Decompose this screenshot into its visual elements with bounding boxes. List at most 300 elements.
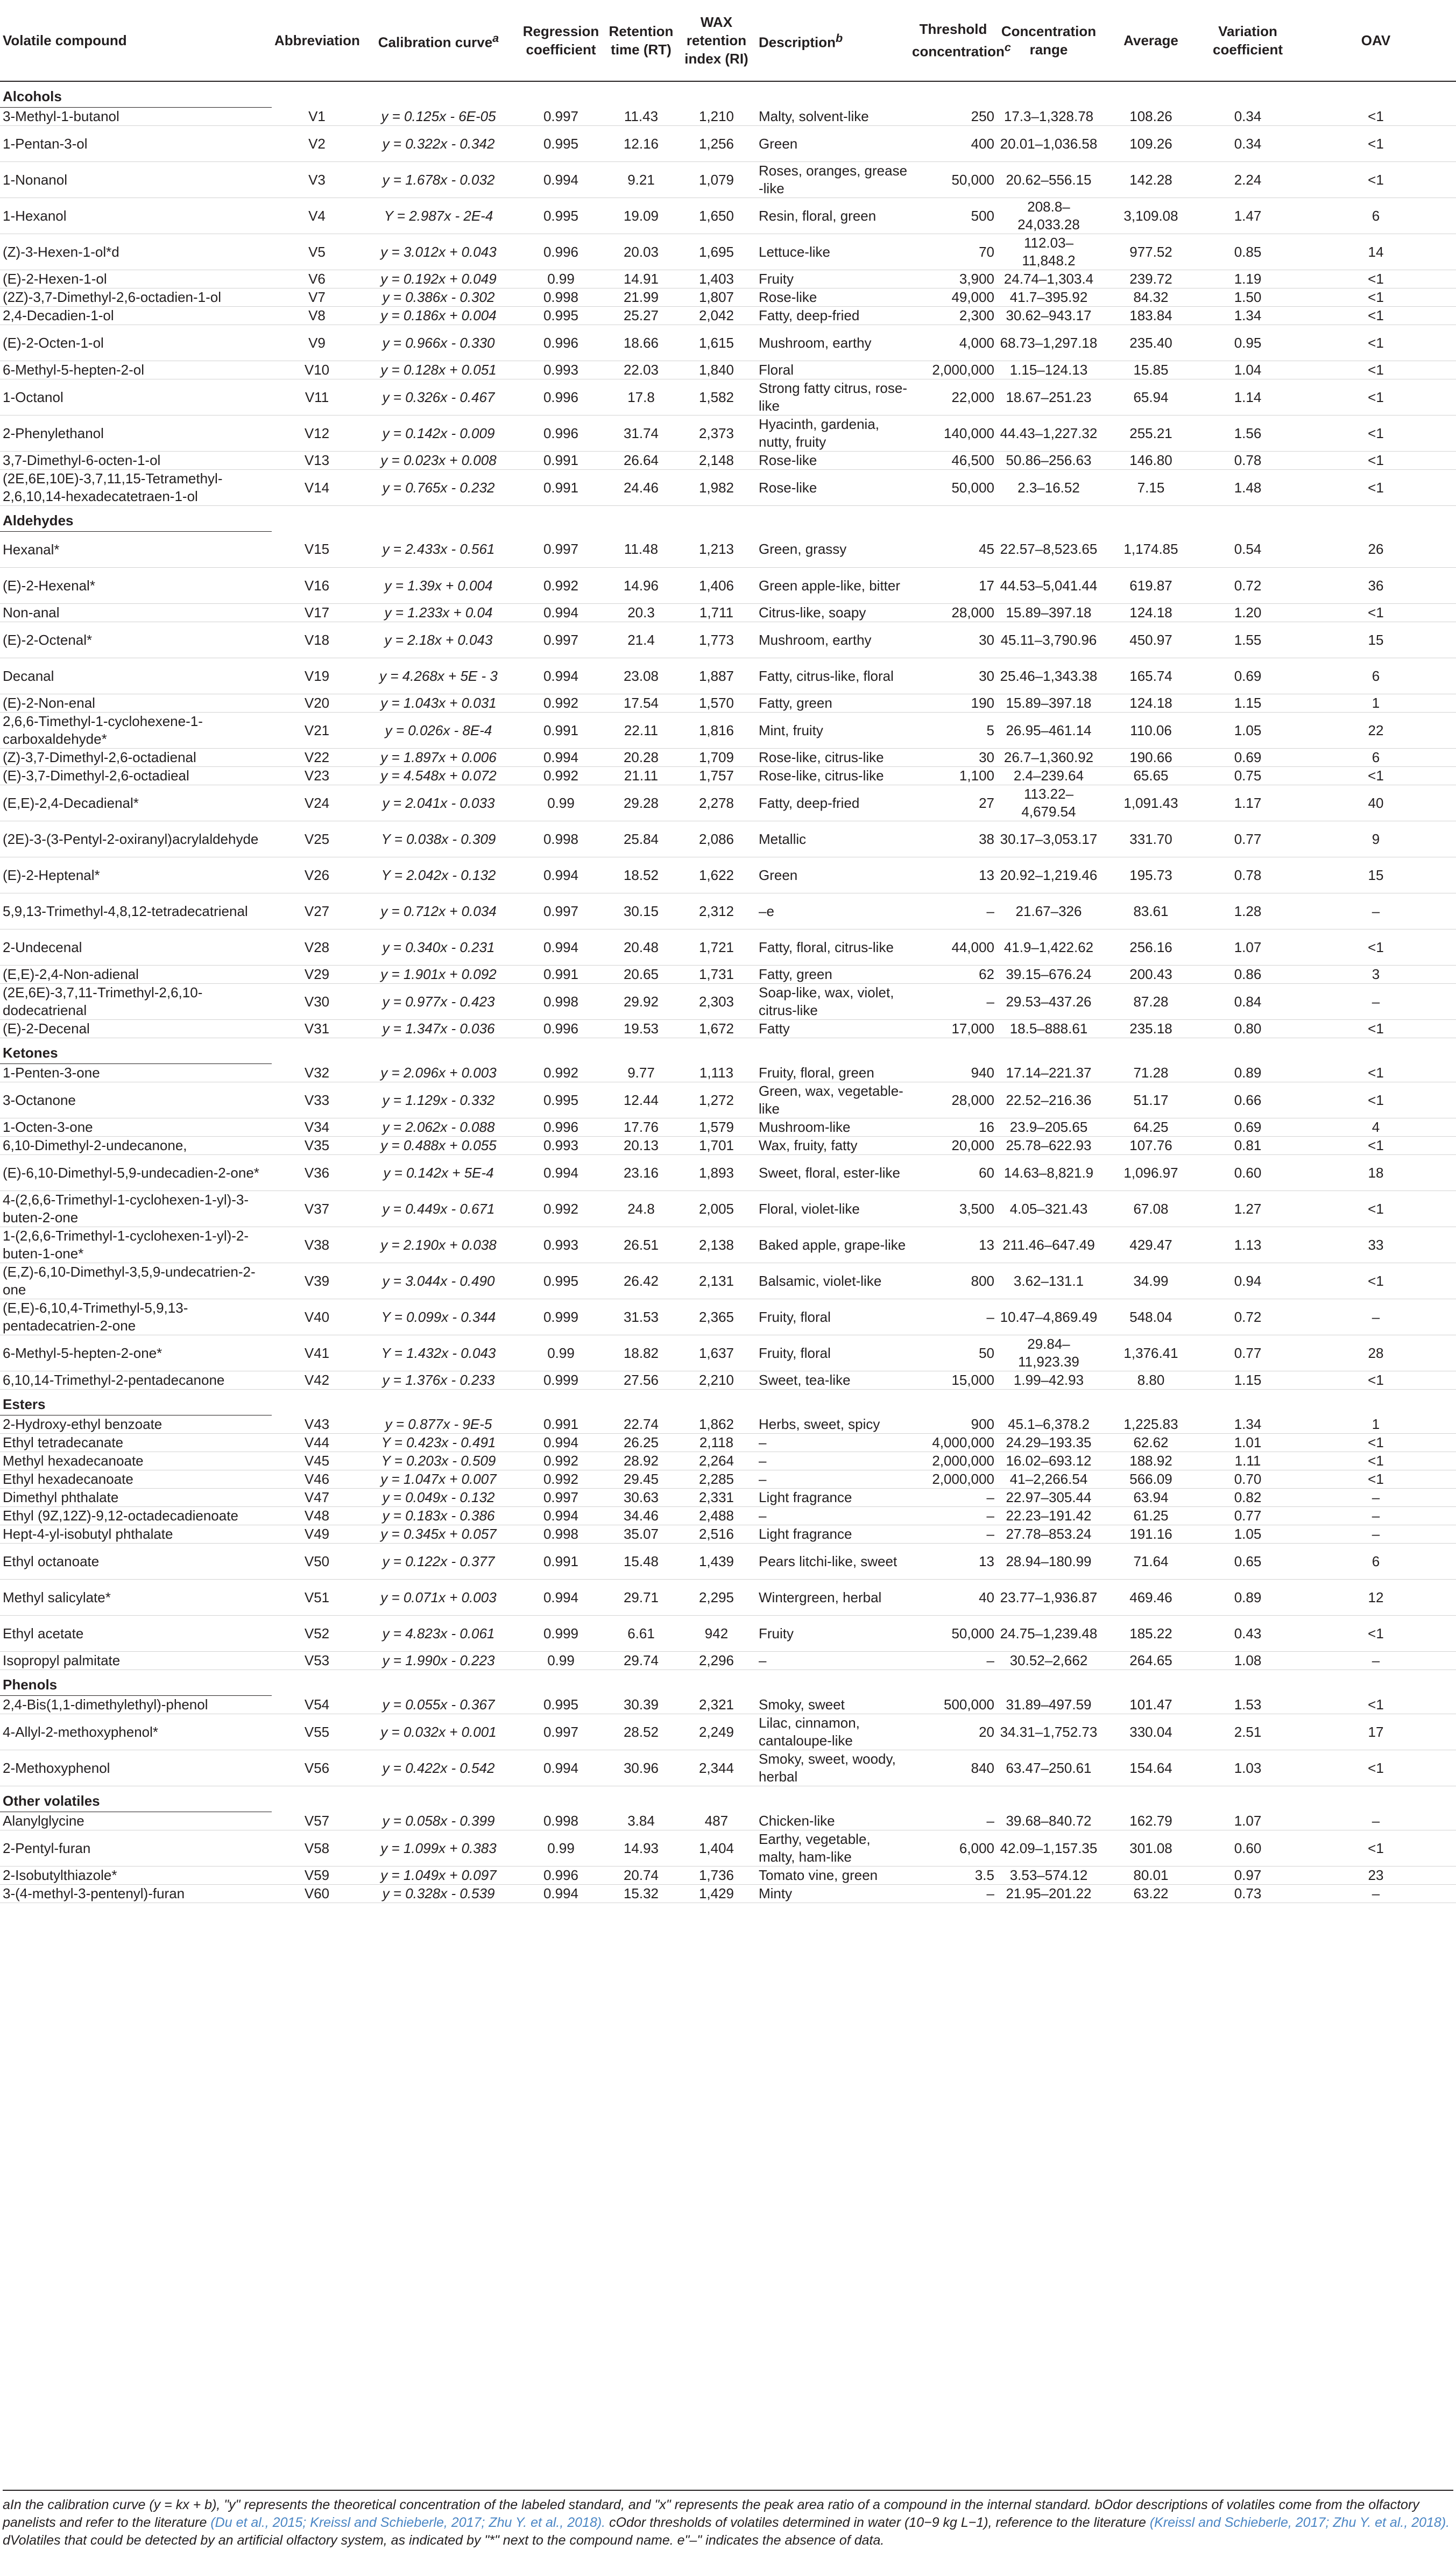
cell-wax-index: 2,488 — [675, 1507, 756, 1525]
cell-threshold: 3,900 — [909, 270, 995, 288]
footnote-e: e"–" indicates the absence of data. — [677, 2533, 885, 2548]
cell-retention-time: 29.28 — [605, 785, 675, 821]
cell-concentration-range: 16.02–693.12 — [995, 1452, 1100, 1470]
cell-average: 87.28 — [1100, 984, 1200, 1020]
cell-variation: 2.51 — [1200, 1714, 1294, 1750]
table-row — [0, 1580, 1456, 1616]
cell-abbreviation: V56 — [272, 1750, 361, 1786]
cell-regression: 0.998 — [515, 1812, 605, 1830]
table-row — [0, 108, 1456, 126]
cell-threshold: 28,000 — [909, 1082, 995, 1118]
cell-average: 61.25 — [1100, 1507, 1200, 1525]
cell-compound: Methyl hexadecanoate — [0, 1452, 272, 1470]
cell-average: 63.94 — [1100, 1489, 1200, 1507]
cell-regression: 0.992 — [515, 568, 605, 604]
cell-average: 331.70 — [1100, 821, 1200, 857]
cell-abbreviation: V10 — [272, 361, 361, 379]
cell-average: 63.22 — [1100, 1885, 1200, 1903]
cell-regression: 0.995 — [515, 198, 605, 234]
cell-wax-index: 1,709 — [675, 749, 756, 767]
cell-description: Rose-like — [756, 288, 909, 307]
cell-oav: <1 — [1294, 379, 1456, 415]
cell-average: 124.18 — [1100, 604, 1200, 622]
cell-compound: 4-(2,6,6-Trimethyl-1-cyclohexen-1-yl)-3-buten-2-one — [0, 1191, 272, 1227]
cell-retention-time: 12.16 — [605, 126, 675, 162]
cell-compound: 2,4-Bis(1,1-dimethylethyl)-phenol — [0, 1696, 272, 1714]
cell-concentration-range: 41.9–1,422.62 — [995, 929, 1100, 966]
cell-regression: 0.994 — [515, 658, 605, 694]
table-row — [0, 162, 1456, 198]
cell-calibration-curve: y = 0.422x - 0.542 — [361, 1750, 515, 1786]
cell-oav: <1 — [1294, 108, 1456, 126]
cell-retention-time: 28.52 — [605, 1714, 675, 1750]
cell-regression: 0.992 — [515, 1452, 605, 1470]
cell-calibration-curve: y = 0.142x + 5E-4 — [361, 1155, 515, 1191]
cell-average: 619.87 — [1100, 568, 1200, 604]
cell-compound: 2-Pentyl-furan — [0, 1830, 272, 1866]
cell-compound: (2E,6E,10E)-3,7,11,15-Tetramethyl-2,6,10,14-hexadecatetraen-1-ol — [0, 470, 272, 506]
cell-description: Fatty, green — [756, 966, 909, 984]
cell-abbreviation: V7 — [272, 288, 361, 307]
cell-calibration-curve: y = 0.183x - 0.386 — [361, 1507, 515, 1525]
cell-calibration-curve: y = 1.678x - 0.032 — [361, 162, 515, 198]
cell-average: 1,091.43 — [1100, 785, 1200, 821]
cell-threshold: 4,000 — [909, 325, 995, 361]
cell-regression: 0.992 — [515, 1064, 605, 1082]
cell-variation: 1.56 — [1200, 415, 1294, 452]
cell-regression: 0.991 — [515, 966, 605, 984]
cell-wax-index: 1,429 — [675, 1885, 756, 1903]
table-row — [0, 1452, 1456, 1470]
cell-regression: 0.994 — [515, 1750, 605, 1786]
table-row — [0, 568, 1456, 604]
cell-regression: 0.996 — [515, 415, 605, 452]
cell-abbreviation: V33 — [272, 1082, 361, 1118]
cell-calibration-curve: y = 2.18x + 0.043 — [361, 622, 515, 658]
cell-concentration-range: 3.53–574.12 — [995, 1866, 1100, 1885]
cell-retention-time: 30.39 — [605, 1696, 675, 1714]
cell-concentration-range: 20.92–1,219.46 — [995, 857, 1100, 893]
cell-oav: <1 — [1294, 1371, 1456, 1390]
cell-calibration-curve: y = 0.071x + 0.003 — [361, 1580, 515, 1616]
cell-concentration-range: 22.57–8,523.65 — [995, 532, 1100, 568]
cell-threshold: 28,000 — [909, 604, 995, 622]
cell-compound: Hept-4-yl-isobutyl phthalate — [0, 1525, 272, 1544]
cell-average: 1,225.83 — [1100, 1415, 1200, 1434]
cell-variation: 0.81 — [1200, 1137, 1294, 1155]
section-header-row — [0, 81, 1456, 108]
cell-compound: (2E)-3-(3-Pentyl-2-oxiranyl)acrylaldehyde — [0, 821, 272, 857]
cell-average: 429.47 — [1100, 1227, 1200, 1263]
cell-wax-index: 1,672 — [675, 1020, 756, 1038]
cell-variation: 1.03 — [1200, 1750, 1294, 1786]
cell-concentration-range: 21.95–201.22 — [995, 1885, 1100, 1903]
cell-variation: 1.01 — [1200, 1434, 1294, 1452]
cell-regression: 0.998 — [515, 288, 605, 307]
cell-abbreviation: V5 — [272, 234, 361, 270]
cell-concentration-range: 23.9–205.65 — [995, 1118, 1100, 1137]
cell-regression: 0.994 — [515, 1885, 605, 1903]
cell-threshold: – — [909, 893, 995, 929]
cell-threshold: 70 — [909, 234, 995, 270]
cell-compound: 5,9,13-Trimethyl-4,8,12-tetradecatrienal — [0, 893, 272, 929]
table-row — [0, 1434, 1456, 1452]
cell-variation: 0.77 — [1200, 1507, 1294, 1525]
cell-oav: <1 — [1294, 929, 1456, 966]
cell-abbreviation: V11 — [272, 379, 361, 415]
cell-calibration-curve: y = 1.990x - 0.223 — [361, 1652, 515, 1670]
cell-regression: 0.996 — [515, 1866, 605, 1885]
cell-wax-index: 1,439 — [675, 1544, 756, 1580]
cell-wax-index: 2,278 — [675, 785, 756, 821]
cell-wax-index: 2,249 — [675, 1714, 756, 1750]
cell-concentration-range: 30.62–943.17 — [995, 307, 1100, 325]
cell-average: 185.22 — [1100, 1616, 1200, 1652]
cell-retention-time: 22.11 — [605, 713, 675, 749]
cell-average: 64.25 — [1100, 1118, 1200, 1137]
cell-compound: 2-Methoxyphenol — [0, 1750, 272, 1786]
cell-compound: Hexanal* — [0, 532, 272, 568]
cell-compound: 2-Phenylethanol — [0, 415, 272, 452]
cell-regression: 0.995 — [515, 1263, 605, 1299]
cell-wax-index: 2,321 — [675, 1696, 756, 1714]
cell-abbreviation: V45 — [272, 1452, 361, 1470]
cell-compound: 4-Allyl-2-methoxyphenol* — [0, 1714, 272, 1750]
cell-calibration-curve: y = 4.823x - 0.061 — [361, 1616, 515, 1652]
cell-calibration-curve: Y = 0.423x - 0.491 — [361, 1434, 515, 1452]
cell-compound: 2-Undecenal — [0, 929, 272, 966]
cell-regression: 0.996 — [515, 379, 605, 415]
cell-wax-index: 1,403 — [675, 270, 756, 288]
cell-threshold: 44,000 — [909, 929, 995, 966]
cell-retention-time: 18.52 — [605, 857, 675, 893]
cell-concentration-range: 26.7–1,360.92 — [995, 749, 1100, 767]
footnote-b-refs[interactable]: (Du et al., 2015; Kreissl and Schieberle, 2017; Zhu Y. et al., 2018). — [210, 2515, 606, 2530]
table-row — [0, 379, 1456, 415]
cell-variation: 1.15 — [1200, 1371, 1294, 1390]
table-row — [0, 1155, 1456, 1191]
cell-concentration-range: 15.89–397.18 — [995, 694, 1100, 713]
cell-calibration-curve: y = 2.041x - 0.033 — [361, 785, 515, 821]
cell-oav: 33 — [1294, 1227, 1456, 1263]
cell-description: Tomato vine, green — [756, 1866, 909, 1885]
table-row — [0, 1415, 1456, 1434]
cell-oav: <1 — [1294, 1263, 1456, 1299]
cell-description: Wax, fruity, fatty — [756, 1137, 909, 1155]
cell-average: 15.85 — [1100, 361, 1200, 379]
table-row — [0, 713, 1456, 749]
cell-oav: 6 — [1294, 1544, 1456, 1580]
cell-concentration-range: 112.03–11,848.2 — [995, 234, 1100, 270]
cell-concentration-range: 113.22–4,679.54 — [995, 785, 1100, 821]
cell-abbreviation: V57 — [272, 1812, 361, 1830]
cell-wax-index: 2,516 — [675, 1525, 756, 1544]
cell-oav: 36 — [1294, 568, 1456, 604]
cell-regression: 0.997 — [515, 532, 605, 568]
cell-compound: (E)-3,7-Dimethyl-2,6-octadieal — [0, 767, 272, 785]
cell-threshold: 62 — [909, 966, 995, 984]
cell-retention-time: 35.07 — [605, 1525, 675, 1544]
cell-threshold: – — [909, 1525, 995, 1544]
cell-compound: Ethyl hexadecanoate — [0, 1470, 272, 1489]
table-row — [0, 307, 1456, 325]
section-title: Esters — [0, 1390, 272, 1415]
header-row — [0, 0, 1456, 81]
section-title: Ketones — [0, 1038, 272, 1064]
cell-retention-time: 18.66 — [605, 325, 675, 361]
cell-variation: 0.94 — [1200, 1263, 1294, 1299]
cell-variation: 1.15 — [1200, 694, 1294, 713]
cell-retention-time: 11.48 — [605, 532, 675, 568]
cell-variation: 1.07 — [1200, 929, 1294, 966]
cell-variation: 0.80 — [1200, 1020, 1294, 1038]
cell-calibration-curve: y = 0.192x + 0.049 — [361, 270, 515, 288]
cell-threshold: 27 — [909, 785, 995, 821]
cell-wax-index: 1,637 — [675, 1335, 756, 1371]
cell-oav: 14 — [1294, 234, 1456, 270]
table-row — [0, 966, 1456, 984]
cell-description: Rose-like — [756, 470, 909, 506]
cell-abbreviation: V28 — [272, 929, 361, 966]
cell-description: Chicken-like — [756, 1812, 909, 1830]
section-spacer — [272, 1786, 1456, 1812]
cell-calibration-curve: y = 1.049x + 0.097 — [361, 1866, 515, 1885]
cell-retention-time: 28.92 — [605, 1452, 675, 1470]
cell-regression: 0.992 — [515, 1191, 605, 1227]
cell-retention-time: 14.93 — [605, 1830, 675, 1866]
cell-abbreviation: V6 — [272, 270, 361, 288]
cell-description: Mushroom, earthy — [756, 622, 909, 658]
cell-calibration-curve: y = 0.386x - 0.302 — [361, 288, 515, 307]
cell-regression: 0.996 — [515, 234, 605, 270]
cell-concentration-range: 22.23–191.42 — [995, 1507, 1100, 1525]
table-row — [0, 270, 1456, 288]
cell-compound: 3,7-Dimethyl-6-octen-1-ol — [0, 452, 272, 470]
cell-regression: 0.991 — [515, 470, 605, 506]
table-row — [0, 1714, 1456, 1750]
cell-oav: <1 — [1294, 1434, 1456, 1452]
cell-wax-index: 2,118 — [675, 1434, 756, 1452]
cell-wax-index: 1,736 — [675, 1866, 756, 1885]
cell-retention-time: 30.96 — [605, 1750, 675, 1786]
cell-calibration-curve: y = 4.548x + 0.072 — [361, 767, 515, 785]
cell-calibration-curve: y = 3.012x + 0.043 — [361, 234, 515, 270]
table-row — [0, 1191, 1456, 1227]
cell-regression: 0.994 — [515, 1434, 605, 1452]
cell-threshold: 13 — [909, 1544, 995, 1580]
cell-calibration-curve: y = 0.328x - 0.539 — [361, 1885, 515, 1903]
cell-wax-index: 1,272 — [675, 1082, 756, 1118]
cell-calibration-curve: y = 0.966x - 0.330 — [361, 325, 515, 361]
cell-average: 7.15 — [1100, 470, 1200, 506]
cell-regression: 0.995 — [515, 1082, 605, 1118]
cell-threshold: 30 — [909, 749, 995, 767]
cell-regression: 0.991 — [515, 713, 605, 749]
cell-retention-time: 9.21 — [605, 162, 675, 198]
table-row — [0, 234, 1456, 270]
cell-compound: (E)-2-Hexen-1-ol — [0, 270, 272, 288]
cell-description: –e — [756, 893, 909, 929]
cell-concentration-range: 39.68–840.72 — [995, 1812, 1100, 1830]
cell-oav: <1 — [1294, 1696, 1456, 1714]
cell-description: – — [756, 1434, 909, 1452]
cell-threshold: 38 — [909, 821, 995, 857]
cell-regression: 0.998 — [515, 984, 605, 1020]
cell-variation: 1.53 — [1200, 1696, 1294, 1714]
cell-oav: – — [1294, 984, 1456, 1020]
cell-average: 235.40 — [1100, 325, 1200, 361]
cell-threshold: – — [909, 1812, 995, 1830]
cell-compound: 2,6,6-Timethyl-1-cyclohexene-1-carboxaldehyde* — [0, 713, 272, 749]
cell-calibration-curve: y = 4.268x + 5E - 3 — [361, 658, 515, 694]
cell-threshold: – — [909, 1885, 995, 1903]
cell-abbreviation: V58 — [272, 1830, 361, 1866]
table-row — [0, 325, 1456, 361]
cell-concentration-range: 41–2,266.54 — [995, 1470, 1100, 1489]
cell-description: Resin, floral, green — [756, 198, 909, 234]
cell-calibration-curve: y = 1.376x - 0.233 — [361, 1371, 515, 1390]
col-header-retention-time: Retention time (RT) — [605, 0, 675, 81]
cell-abbreviation: V19 — [272, 658, 361, 694]
cell-average: 110.06 — [1100, 713, 1200, 749]
cell-wax-index: 1,887 — [675, 658, 756, 694]
cell-threshold: 500,000 — [909, 1696, 995, 1714]
cell-compound: 2-Isobutylthiazole* — [0, 1866, 272, 1885]
cell-variation: 2.24 — [1200, 162, 1294, 198]
cell-description: Light fragrance — [756, 1525, 909, 1544]
cell-abbreviation: V48 — [272, 1507, 361, 1525]
cell-calibration-curve: y = 0.049x - 0.132 — [361, 1489, 515, 1507]
cell-regression: 0.997 — [515, 893, 605, 929]
cell-abbreviation: V52 — [272, 1616, 361, 1652]
cell-oav: 18 — [1294, 1155, 1456, 1191]
cell-calibration-curve: y = 1.901x + 0.092 — [361, 966, 515, 984]
cell-concentration-range: 25.46–1,343.38 — [995, 658, 1100, 694]
table-row — [0, 929, 1456, 966]
cell-oav: <1 — [1294, 415, 1456, 452]
cell-oav: 23 — [1294, 1866, 1456, 1885]
cell-compound: 1-Pentan-3-ol — [0, 126, 272, 162]
cell-concentration-range: 20.62–556.15 — [995, 162, 1100, 198]
cell-concentration-range: 22.97–305.44 — [995, 1489, 1100, 1507]
cell-description: Sweet, floral, ester-like — [756, 1155, 909, 1191]
table-row — [0, 1866, 1456, 1885]
cell-retention-time: 20.13 — [605, 1137, 675, 1155]
cell-abbreviation: V16 — [272, 568, 361, 604]
footnote-c-refs[interactable]: (Kreissl and Schieberle, 2017; Zhu Y. et al., 2018). — [1149, 2515, 1450, 2530]
cell-retention-time: 25.84 — [605, 821, 675, 857]
cell-description: – — [756, 1470, 909, 1489]
cell-oav: – — [1294, 1885, 1456, 1903]
cell-concentration-range: 42.09–1,157.35 — [995, 1830, 1100, 1866]
cell-average: 239.72 — [1100, 270, 1200, 288]
cell-retention-time: 21.99 — [605, 288, 675, 307]
cell-description: Green — [756, 857, 909, 893]
cell-concentration-range: 30.17–3,053.17 — [995, 821, 1100, 857]
cell-average: 165.74 — [1100, 658, 1200, 694]
table-row — [0, 288, 1456, 307]
cell-oav: 17 — [1294, 1714, 1456, 1750]
cell-variation: 0.34 — [1200, 108, 1294, 126]
cell-oav: – — [1294, 893, 1456, 929]
cell-description: Green apple-like, bitter — [756, 568, 909, 604]
cell-retention-time: 23.16 — [605, 1155, 675, 1191]
cell-compound: 1-Octanol — [0, 379, 272, 415]
cell-retention-time: 26.64 — [605, 452, 675, 470]
cell-regression: 0.999 — [515, 1299, 605, 1335]
cell-retention-time: 24.8 — [605, 1191, 675, 1227]
cell-wax-index: 2,131 — [675, 1263, 756, 1299]
cell-concentration-range: 1.99–42.93 — [995, 1371, 1100, 1390]
cell-threshold: 2,000,000 — [909, 361, 995, 379]
cell-regression: 0.995 — [515, 1696, 605, 1714]
table-row — [0, 1371, 1456, 1390]
cell-calibration-curve: y = 1.39x + 0.004 — [361, 568, 515, 604]
cell-abbreviation: V54 — [272, 1696, 361, 1714]
cell-average: 1,376.41 — [1100, 1335, 1200, 1371]
col-header-oav: OAV — [1294, 0, 1456, 81]
section-header-row — [0, 1786, 1456, 1812]
cell-description: Fatty, deep-fried — [756, 307, 909, 325]
cell-oav: <1 — [1294, 1830, 1456, 1866]
cell-oav: <1 — [1294, 162, 1456, 198]
cell-abbreviation: V37 — [272, 1191, 361, 1227]
cell-description: Smoky, sweet — [756, 1696, 909, 1714]
cell-oav: 1 — [1294, 1415, 1456, 1434]
cell-oav: – — [1294, 1525, 1456, 1544]
cell-regression: 0.997 — [515, 1489, 605, 1507]
cell-variation: 0.78 — [1200, 452, 1294, 470]
col-header-variation: Variation coefficient — [1200, 0, 1294, 81]
cell-oav: <1 — [1294, 325, 1456, 361]
cell-regression: 0.994 — [515, 1155, 605, 1191]
section-spacer — [272, 1670, 1456, 1696]
cell-calibration-curve: y = 0.712x + 0.034 — [361, 893, 515, 929]
cell-compound: (2E,6E)-3,7,11-Trimethyl-2,6,10-dodecatrienal — [0, 984, 272, 1020]
cell-retention-time: 29.45 — [605, 1470, 675, 1489]
cell-calibration-curve: y = 1.099x + 0.383 — [361, 1830, 515, 1866]
cell-threshold: 50,000 — [909, 162, 995, 198]
cell-regression: 0.99 — [515, 1830, 605, 1866]
cell-abbreviation: V3 — [272, 162, 361, 198]
cell-wax-index: 1,982 — [675, 470, 756, 506]
cell-oav: 4 — [1294, 1118, 1456, 1137]
cell-compound: Isopropyl palmitate — [0, 1652, 272, 1670]
cell-compound: (E)-2-Decenal — [0, 1020, 272, 1038]
cell-wax-index: 1,213 — [675, 532, 756, 568]
cell-description: Mushroom, earthy — [756, 325, 909, 361]
cell-threshold: 5 — [909, 713, 995, 749]
cell-threshold: 400 — [909, 126, 995, 162]
cell-wax-index: 2,365 — [675, 1299, 756, 1335]
cell-wax-index: 1,773 — [675, 622, 756, 658]
cell-regression: 0.99 — [515, 1335, 605, 1371]
cell-oav: <1 — [1294, 361, 1456, 379]
table-row — [0, 361, 1456, 379]
cell-abbreviation: V4 — [272, 198, 361, 234]
cell-compound: Dimethyl phthalate — [0, 1489, 272, 1507]
footnote-a: aIn the calibration curve (y = kx + b), "y" represents the theoretical concentration of the labeled standard, and "x" represents the peak area ratio of a compound in the internal standard. — [3, 2497, 1091, 2512]
table-row — [0, 1263, 1456, 1299]
cell-regression: 0.995 — [515, 126, 605, 162]
cell-average: 62.62 — [1100, 1434, 1200, 1452]
cell-abbreviation: V31 — [272, 1020, 361, 1038]
cell-oav: 28 — [1294, 1335, 1456, 1371]
cell-regression: 0.991 — [515, 1544, 605, 1580]
cell-concentration-range: 29.53–437.26 — [995, 984, 1100, 1020]
cell-threshold: 13 — [909, 1227, 995, 1263]
cell-variation: 1.34 — [1200, 307, 1294, 325]
